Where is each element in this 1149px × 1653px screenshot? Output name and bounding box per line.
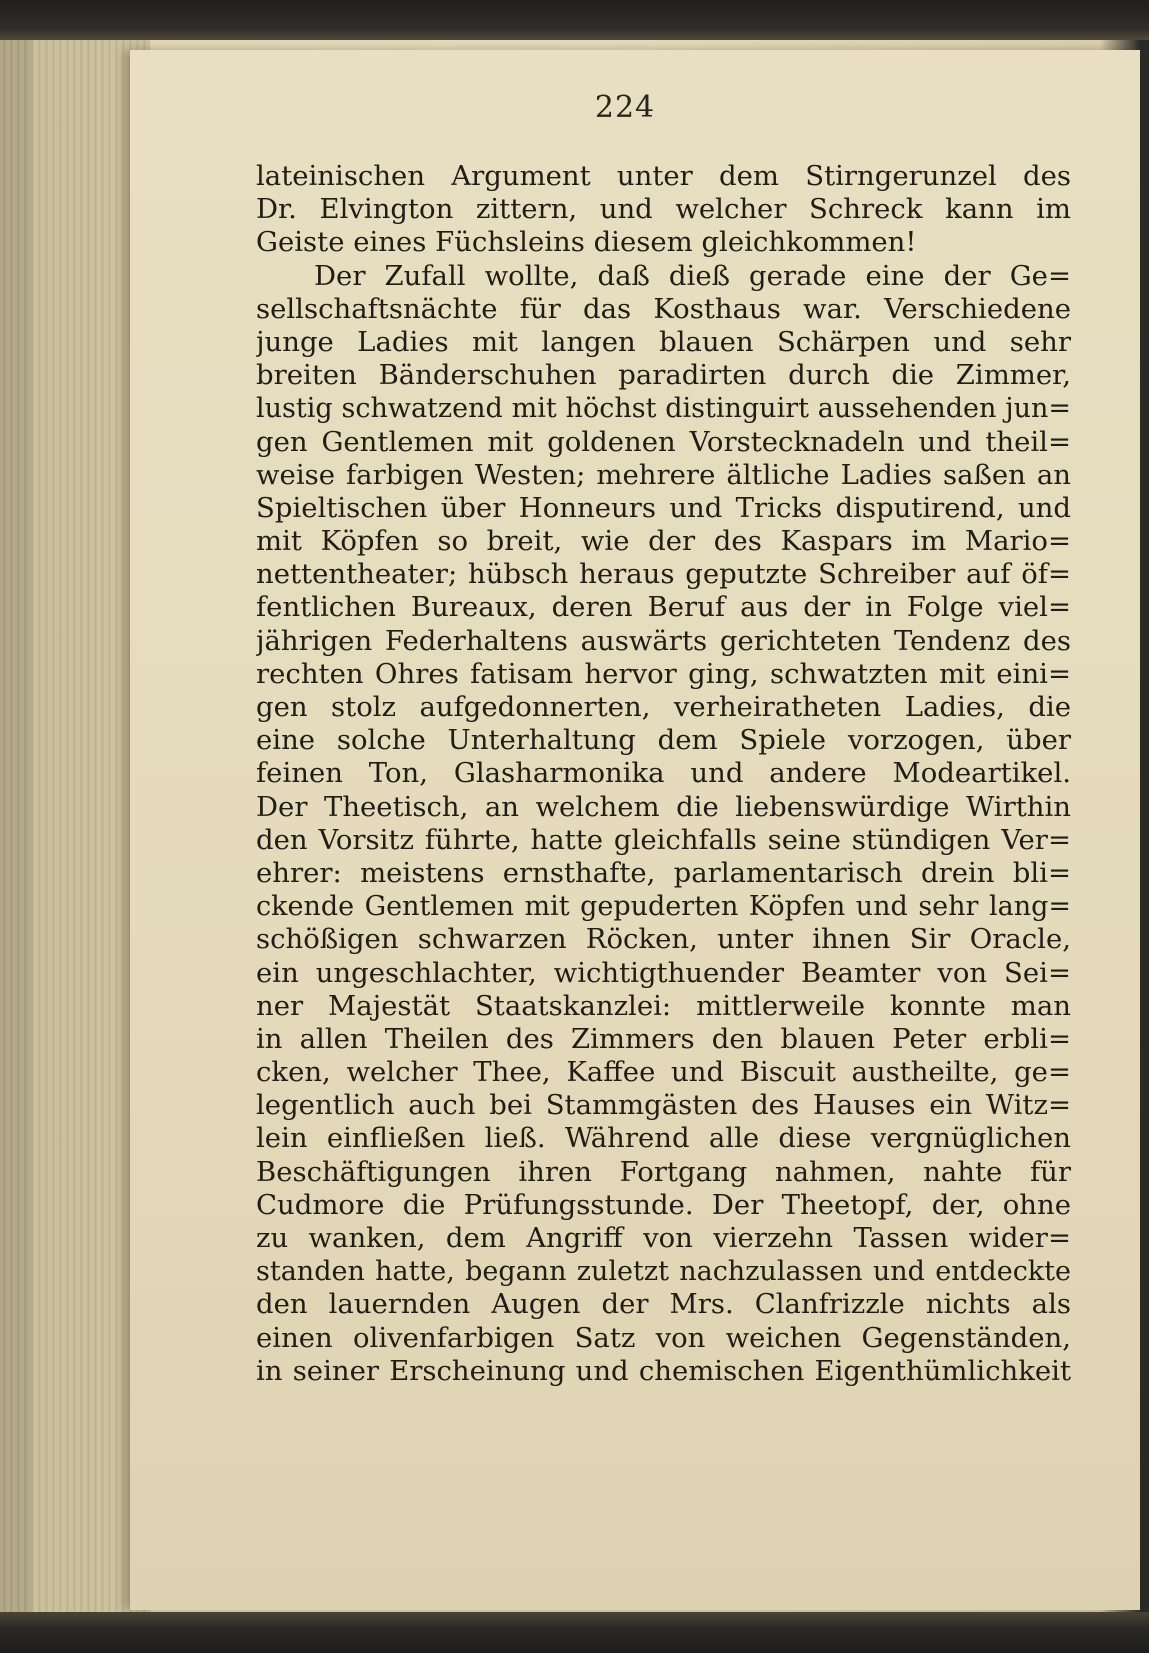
text-line: breiten Bänderschuhen paradirten durch die Zimmer, (256, 359, 1071, 392)
text-line: nettentheater; hübsch heraus geputzte Schreiber auf öf= (256, 558, 1071, 591)
text-line: ner Majestät Staatskanzlei: mittlerweile konnte man (256, 989, 1071, 1022)
text-line: mit Köpfen so breit, wie der des Kaspars im Mario= (256, 525, 1071, 558)
body-text (256, 160, 1071, 1388)
text-line: cken, welcher Thee, Kaffee und Biscuit austheilte, ge= (256, 1056, 1071, 1089)
text-line: Cudmore die Prüfungsstunde. Der Theetopf, der, ohne (256, 1188, 1071, 1221)
page-number: 224 (594, 90, 656, 125)
text-line: lateinischen Argument unter dem Stirngerunzel des (256, 160, 1071, 192)
text-line: in allen Theilen des Zimmers den blauen Peter erbli= (256, 1022, 1071, 1055)
text-line: Beschäftigungen ihren Fortgang nahmen, nahte für (256, 1155, 1071, 1188)
bottom-border (0, 1612, 1149, 1653)
top-border (0, 0, 1149, 40)
text-line: schößigen schwarzen Röcken, unter ihnen Sir Oracle, (256, 923, 1071, 956)
page-edges (0, 38, 150, 1638)
text-line: einen olivenfarbigen Satz von weichen Gegenständen, (256, 1321, 1071, 1354)
text-line: eine solche Unterhaltung dem Spiele vorzogen, über (256, 724, 1071, 757)
text-line: standen hatte, begann zuletzt nachzulassen und entdeckte (256, 1256, 1071, 1288)
text-line: Dr. Elvington zittern, und welcher Schreck kann im (256, 193, 1071, 226)
text-line: junge Ladies mit langen blauen Schärpen und sehr (256, 325, 1071, 358)
text-line: gen Gentlemen mit goldenen Vorstecknadeln und theil= (256, 425, 1071, 458)
text-line: Der Theetisch, an welchem die liebenswürdige Wirthin (256, 790, 1071, 823)
text-line: sellschaftsnächte für das Kosthaus war. Verschiedene (256, 292, 1071, 325)
text-line: ckende Gentlemen mit gepuderten Köpfen und sehr lang= (256, 891, 1071, 923)
text-line: lein einfließen ließ. Während alle diese vergnüglichen (256, 1122, 1071, 1155)
text-line: feinen Ton, Glasharmonika und andere Modeartikel. (256, 757, 1071, 790)
text-line: Der Zufall wollte, daß dieß gerade eine der Ge= (314, 259, 1071, 292)
text-line: Geiste eines Füchsleins diesem gleichkommen! (256, 226, 917, 259)
text-line: den Vorsitz führte, hatte gleichfalls seine stündigen Ver= (256, 823, 1071, 856)
text-line: weise farbigen Westen; mehrere ältliche Ladies saßen an (256, 458, 1071, 491)
text-line: jährigen Federhaltens auswärts gerichteten Tendenz des (256, 624, 1071, 657)
text-line: in seiner Erscheinung und chemischen Eigenthümlichkeit (256, 1354, 1071, 1387)
text-line: rechten Ohres fatisam hervor ging, schwatzten mit eini= (256, 657, 1071, 690)
text-line: legentlich auch bei Stammgästen des Hauses ein Witz= (256, 1089, 1071, 1122)
text-line: ehrer: meistens ernsthafte, parlamentarisch drein bli= (256, 856, 1071, 889)
text-line: ein ungeschlachter, wichtigthuender Beamter von Sei= (256, 956, 1071, 989)
text-line: gen stolz aufgedonnerten, verheiratheten Ladies, die (256, 691, 1071, 723)
text-line: fentlichen Bureaux, deren Beruf aus der in Folge viel= (256, 591, 1071, 624)
text-line: den lauernden Augen der Mrs. Clanfrizzle nichts als (256, 1288, 1071, 1321)
text-line: lustig schwatzend mit höchst distinguirt aussehenden jun= (256, 393, 1071, 425)
text-line: zu wanken, dem Angriff von vierzehn Tassen wider= (256, 1222, 1071, 1254)
text-line: Spieltischen über Honneurs und Tricks disputirend, und (256, 491, 1071, 524)
